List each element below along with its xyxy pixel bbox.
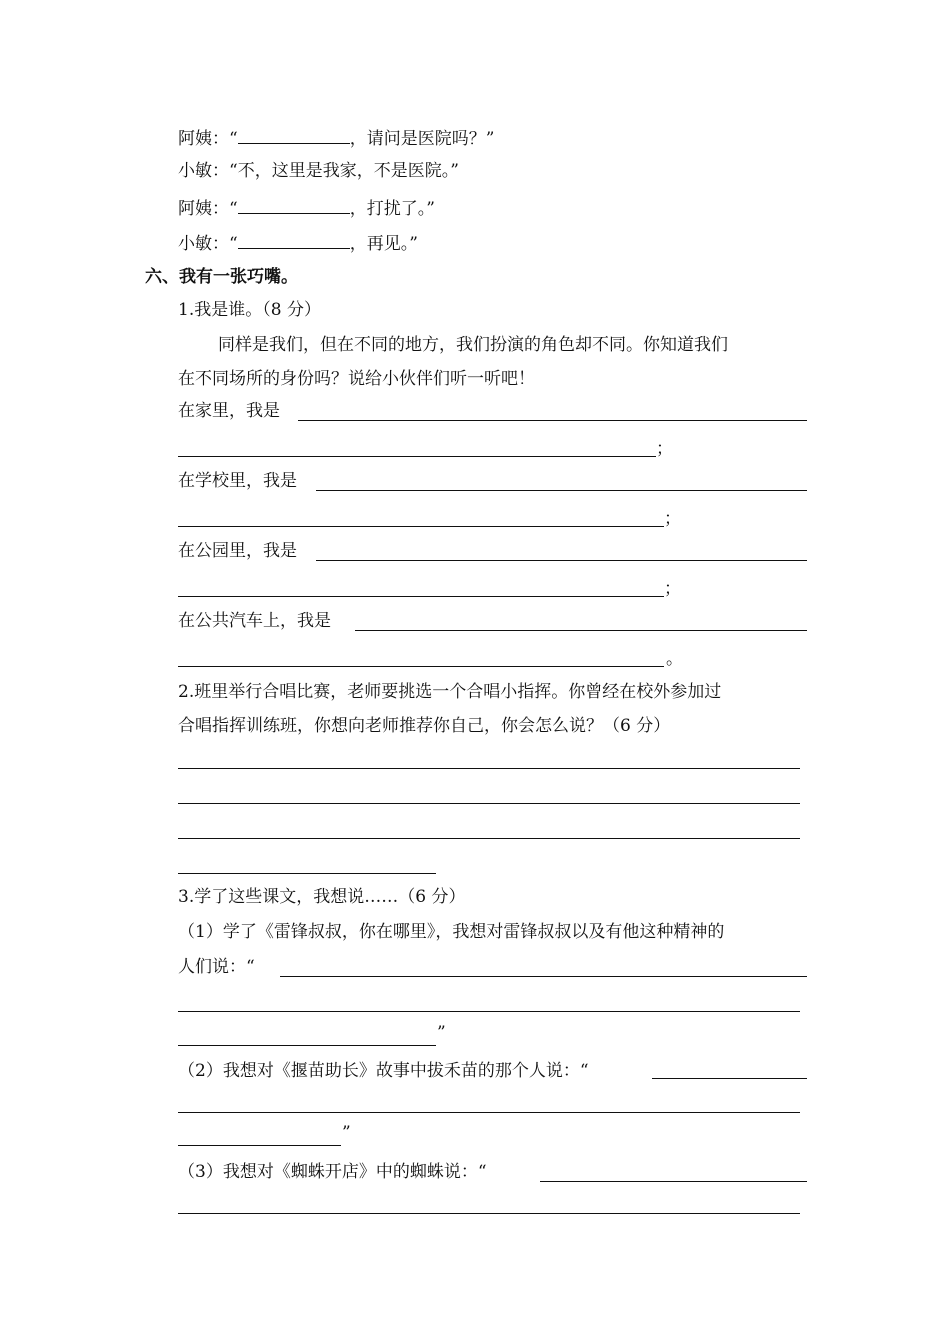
question-1-intro: 同样是我们，但在不同的地方，我们扮演的角色却不同。你知道我们 <box>218 335 728 355</box>
answer-line[interactable] <box>540 1181 807 1182</box>
dialogue-line-1: 阿姨：“ ，请问是医院吗？” <box>178 125 494 150</box>
speaker-label: 小敏 <box>178 161 212 181</box>
question-1-title: 1.我是谁。（8 分） <box>178 300 321 320</box>
question-1-intro-cont: 在不同场所的身份吗？说给小伙伴们听一听吧！ <box>178 369 535 389</box>
dialogue-line-2: 小敏：“不，这里是我家，不是医院。” <box>178 161 459 181</box>
answer-line[interactable] <box>298 420 807 421</box>
question-3-title: 3.学了这些课文，我想说……（6 分） <box>178 887 466 907</box>
answer-line[interactable] <box>178 526 664 527</box>
answer-line[interactable] <box>178 803 800 804</box>
answer-line[interactable] <box>178 666 664 667</box>
answer-line[interactable] <box>355 630 807 631</box>
answer-blank[interactable] <box>238 125 350 144</box>
place-prompt-bus: 在公共汽车上，我是 <box>178 611 331 631</box>
speaker-label: 阿姨 <box>178 129 212 149</box>
answer-line[interactable] <box>316 490 807 491</box>
section-heading: 六、我有一张巧嘴。 <box>145 267 298 287</box>
question-3-part-2: （2）我想对《揠苗助长》故事中拔禾苗的那个人说：“ <box>178 1061 589 1081</box>
answer-line[interactable] <box>316 560 807 561</box>
answer-line[interactable] <box>652 1078 807 1079</box>
answer-line[interactable] <box>178 1112 800 1113</box>
answer-line[interactable] <box>178 768 800 769</box>
answer-line[interactable] <box>178 838 800 839</box>
question-2-text-cont: 合唱指挥训练班，你想向老师推荐你自己，你会怎么说？（6 分） <box>178 716 671 736</box>
place-prompt-school: 在学校里，我是 <box>178 471 297 491</box>
answer-line[interactable] <box>178 1213 800 1214</box>
answer-blank[interactable] <box>238 195 350 214</box>
speaker-label: 阿姨 <box>178 199 212 219</box>
place-prompt-home: 在家里，我是 <box>178 401 280 421</box>
answer-line[interactable] <box>178 456 656 457</box>
question-3-part-3: （3）我想对《蜘蛛开店》中的蜘蛛说：“ <box>178 1162 487 1182</box>
answer-line[interactable] <box>178 1011 800 1012</box>
question-3-part-1-cont: 人们说：“ <box>178 957 255 977</box>
place-prompt-park: 在公园里，我是 <box>178 541 297 561</box>
answer-line[interactable] <box>178 1145 341 1146</box>
question-2-text: 2.班里举行合唱比赛，老师要挑选一个合唱小指挥。你曾经在校外参加过 <box>178 682 722 702</box>
question-3-part-1: （1）学了《雷锋叔叔，你在哪里》，我想对雷锋叔叔以及有他这种精神的 <box>178 922 725 942</box>
answer-line[interactable] <box>178 596 664 597</box>
answer-line[interactable] <box>280 976 807 977</box>
dialogue-line-4: 小敏：“ ，再见。” <box>178 230 418 255</box>
answer-line[interactable] <box>178 873 436 874</box>
dialogue-line-3: 阿姨：“ ，打扰了。” <box>178 195 435 220</box>
answer-line[interactable] <box>178 1045 436 1046</box>
answer-blank[interactable] <box>238 230 350 249</box>
exam-page: 阿姨：“ ，请问是医院吗？” 小敏：“不，这里是我家，不是医院。” 阿姨：“ ，打扰了。” 小敏：“ ，再见。” 六、我有一张巧嘴。 1.我是谁。（8 分） 同样是我们，但在不同的地方，我们扮演的角色却不同。你知道我们 在不同场所的身份吗？说给小伙伴们听一听吧！ 在家里，我是 ； 在学校里，我是 ； 在公园里，我是 ； 在公共汽车上，我是 。 2.班里举行合唱比赛，老师要挑选一个合唱小指挥。你曾经在校外参加过 合唱指挥训练班，你想向老师推荐你自己，你会怎么说？（6 分） 3.学了这些课文，我想说……（6 分） （1）学了《雷锋叔叔，你在哪里》，我想对雷锋叔叔以及有他这种精神的 人们说：“ ” （2）我想对《揠苗助长》故事中拔禾苗的那个人说：“ ” （3）我想对《蜘蛛开店》中的蜘蛛说：“ <box>0 0 950 1344</box>
speaker-label: 小敏 <box>178 234 212 254</box>
